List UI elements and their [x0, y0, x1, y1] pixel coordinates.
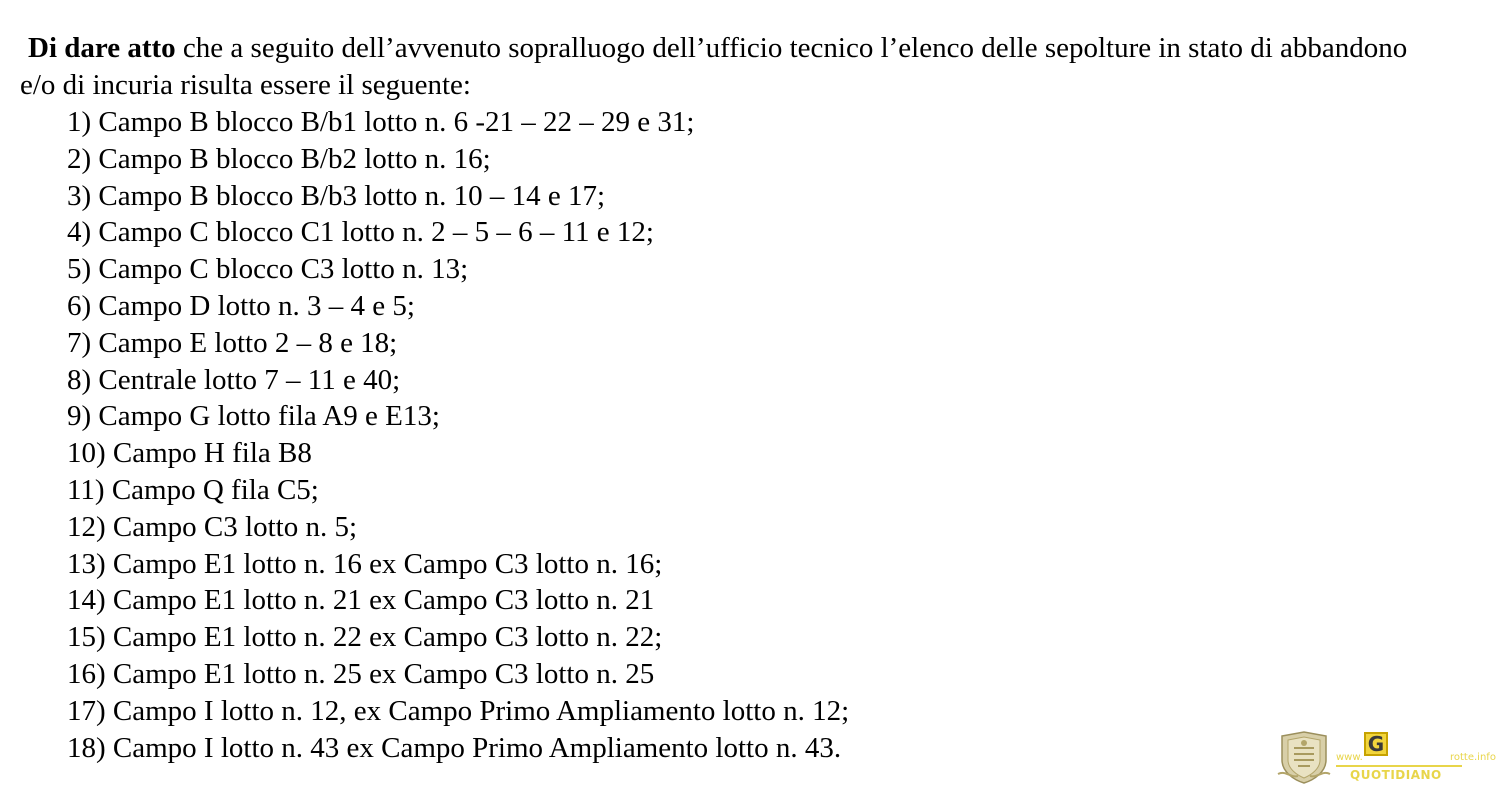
list-item: 6) Campo D lotto n. 3 – 4 e 5;: [67, 289, 415, 322]
list-item: 1) Campo B blocco B/b1 lotto n. 6 -21 – 22 – 29 e 31;: [67, 106, 695, 138]
list-item: 3) Campo B blocco B/b3 lotto n. 10 – 14 e 17;: [67, 179, 606, 212]
list-item: 4) Campo C blocco C1 lotto n. 2 – 5 – 6 – 11 e 12;: [67, 216, 654, 249]
watermark-logo: [1276, 730, 1496, 785]
watermark-g-badge: G: [1364, 732, 1388, 756]
intro-bold-lead: Di dare atto: [28, 32, 176, 64]
burial-list: [67, 104, 849, 766]
intro-paragraph: [20, 30, 1440, 104]
crest-icon: [1276, 730, 1332, 784]
list-item: 7) Campo E lotto 2 – 8 e 18;: [67, 326, 398, 359]
watermark-underline: [1336, 765, 1462, 767]
list-item: 2) Campo B blocco B/b2 lotto n. 16;: [67, 142, 491, 175]
watermark-tagline: QUOTIDIANO: [1350, 768, 1442, 782]
watermark-suffix: rotte.info: [1450, 752, 1496, 763]
intro-text: che a seguito dell’avvenuto sopralluogo dell’ufficio tecnico l’elenco delle sepolture in stato di abbandono e/o di incuria risulta essere il seguente:: [20, 32, 1408, 101]
watermark-prefix: www.: [1336, 752, 1363, 763]
list-item: 8) Centrale lotto 7 – 11 e 40;: [67, 363, 401, 396]
list-item: 13) Campo E1 lotto n. 16 ex Campo C3 lotto n. 16;: [67, 547, 663, 580]
list-item: 16) Campo E1 lotto n. 25 ex Campo C3 lotto n. 25: [67, 657, 655, 690]
list-item: 5) Campo C blocco C3 lotto n. 13;: [67, 253, 469, 286]
list-item: 17) Campo I lotto n. 12, ex Campo Primo Ampliamento lotto n. 12;: [67, 694, 850, 727]
list-item: 14) Campo E1 lotto n. 21 ex Campo C3 lotto n. 21: [67, 584, 655, 617]
list-item: 18) Campo I lotto n. 43 ex Campo Primo Ampliamento lotto n. 43.: [67, 731, 842, 764]
list-item: 12) Campo C3 lotto n. 5;: [67, 510, 357, 543]
list-item: 15) Campo E1 lotto n. 22 ex Campo C3 lotto n. 22;: [67, 621, 663, 654]
list-item: 10) Campo H fila B8: [67, 437, 312, 470]
list-item: 11) Campo Q fila C5;: [67, 473, 319, 506]
list-item: 9) Campo G lotto fila A9 e E13;: [67, 400, 440, 433]
